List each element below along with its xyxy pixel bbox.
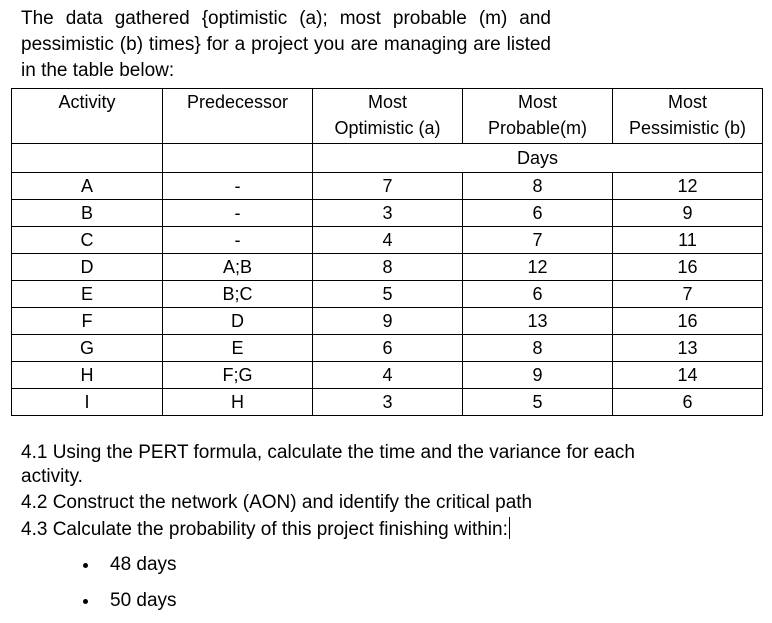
cell-optimistic: 6: [313, 335, 463, 362]
cell-pessimistic: 14: [613, 362, 763, 389]
cell-most-probable: 5: [463, 389, 613, 416]
header-most-probable: Most Probable(m): [463, 89, 613, 144]
bullet-icon: [83, 563, 88, 568]
table-header-row: [12, 89, 763, 144]
cell-activity: A: [12, 173, 163, 200]
header-predecessor: Predecessor: [163, 89, 313, 144]
table-row: [12, 227, 763, 254]
cell-predecessor: D: [163, 308, 313, 335]
header-pessimistic: Most Pessimistic (b): [613, 89, 763, 144]
table-row: [12, 200, 763, 227]
cell-most-probable: 6: [463, 281, 613, 308]
cell-optimistic: 7: [313, 173, 463, 200]
list-item-text: 50 days: [110, 590, 177, 611]
bullet-icon: [83, 599, 88, 604]
cell-pessimistic: 7: [613, 281, 763, 308]
cell-activity: I: [12, 389, 163, 416]
cell-predecessor: B;C: [163, 281, 313, 308]
question-4-3[interactable]: [21, 517, 661, 542]
cell-pessimistic: 16: [613, 254, 763, 281]
cell-activity: H: [12, 362, 163, 389]
cell-activity: E: [12, 281, 163, 308]
cell-predecessor: E: [163, 335, 313, 362]
units-empty-cell: [12, 144, 163, 173]
cell-activity: D: [12, 254, 163, 281]
cell-activity: G: [12, 335, 163, 362]
cell-most-probable: 12: [463, 254, 613, 281]
question-4-3-text: 4.3 Calculate the probability of this project finishing within:: [21, 519, 508, 540]
cell-most-probable: 8: [463, 173, 613, 200]
cell-pessimistic: 6: [613, 389, 763, 416]
table-row: [12, 281, 763, 308]
table-row: [12, 335, 763, 362]
table-row: [12, 389, 763, 416]
list-item: [80, 587, 177, 623]
units-days-label: Days: [313, 144, 763, 173]
cell-pessimistic: 9: [613, 200, 763, 227]
cell-activity: B: [12, 200, 163, 227]
table-row: [12, 254, 763, 281]
cell-pessimistic: 13: [613, 335, 763, 362]
cell-predecessor: A;B: [163, 254, 313, 281]
table-units-row: [12, 144, 763, 173]
intro-paragraph: The data gathered {optimistic (a); most probable (m) and pessimistic (b) times} for a project you are managing are listed in the table below:: [21, 8, 551, 81]
cell-most-probable: 8: [463, 335, 613, 362]
cell-pessimistic: 16: [613, 308, 763, 335]
table-row: [12, 173, 763, 200]
units-empty-cell: [163, 144, 313, 173]
question-4-2: 4.2 Construct the network (AON) and identify the critical path: [21, 492, 533, 513]
table-row: [12, 308, 763, 335]
cell-most-probable: 13: [463, 308, 613, 335]
cell-optimistic: 5: [313, 281, 463, 308]
cell-predecessor: -: [163, 173, 313, 200]
cell-pessimistic: 11: [613, 227, 763, 254]
cell-most-probable: 7: [463, 227, 613, 254]
cell-pessimistic: 12: [613, 173, 763, 200]
cell-predecessor: F;G: [163, 362, 313, 389]
list-item-text: 48 days: [110, 554, 177, 575]
cell-predecessor: -: [163, 227, 313, 254]
cell-optimistic: 3: [313, 389, 463, 416]
cell-predecessor: H: [163, 389, 313, 416]
question-4-1: 4.1 Using the PERT formula, calculate the time and the variance for each activity.: [21, 442, 635, 487]
duration-bullet-list: [80, 551, 177, 623]
cell-optimistic: 4: [313, 362, 463, 389]
table-row: [12, 362, 763, 389]
cell-optimistic: 9: [313, 308, 463, 335]
header-optimistic: Most Optimistic (a): [313, 89, 463, 144]
text-cursor: [509, 517, 510, 539]
cell-most-probable: 6: [463, 200, 613, 227]
cell-predecessor: -: [163, 200, 313, 227]
cell-optimistic: 3: [313, 200, 463, 227]
cell-most-probable: 9: [463, 362, 613, 389]
header-activity: Activity: [12, 89, 163, 144]
cell-optimistic: 8: [313, 254, 463, 281]
list-item: [80, 551, 177, 587]
questions-section: [21, 441, 661, 542]
cell-activity: C: [12, 227, 163, 254]
cell-optimistic: 4: [313, 227, 463, 254]
pert-data-table: [11, 88, 763, 416]
cell-activity: F: [12, 308, 163, 335]
